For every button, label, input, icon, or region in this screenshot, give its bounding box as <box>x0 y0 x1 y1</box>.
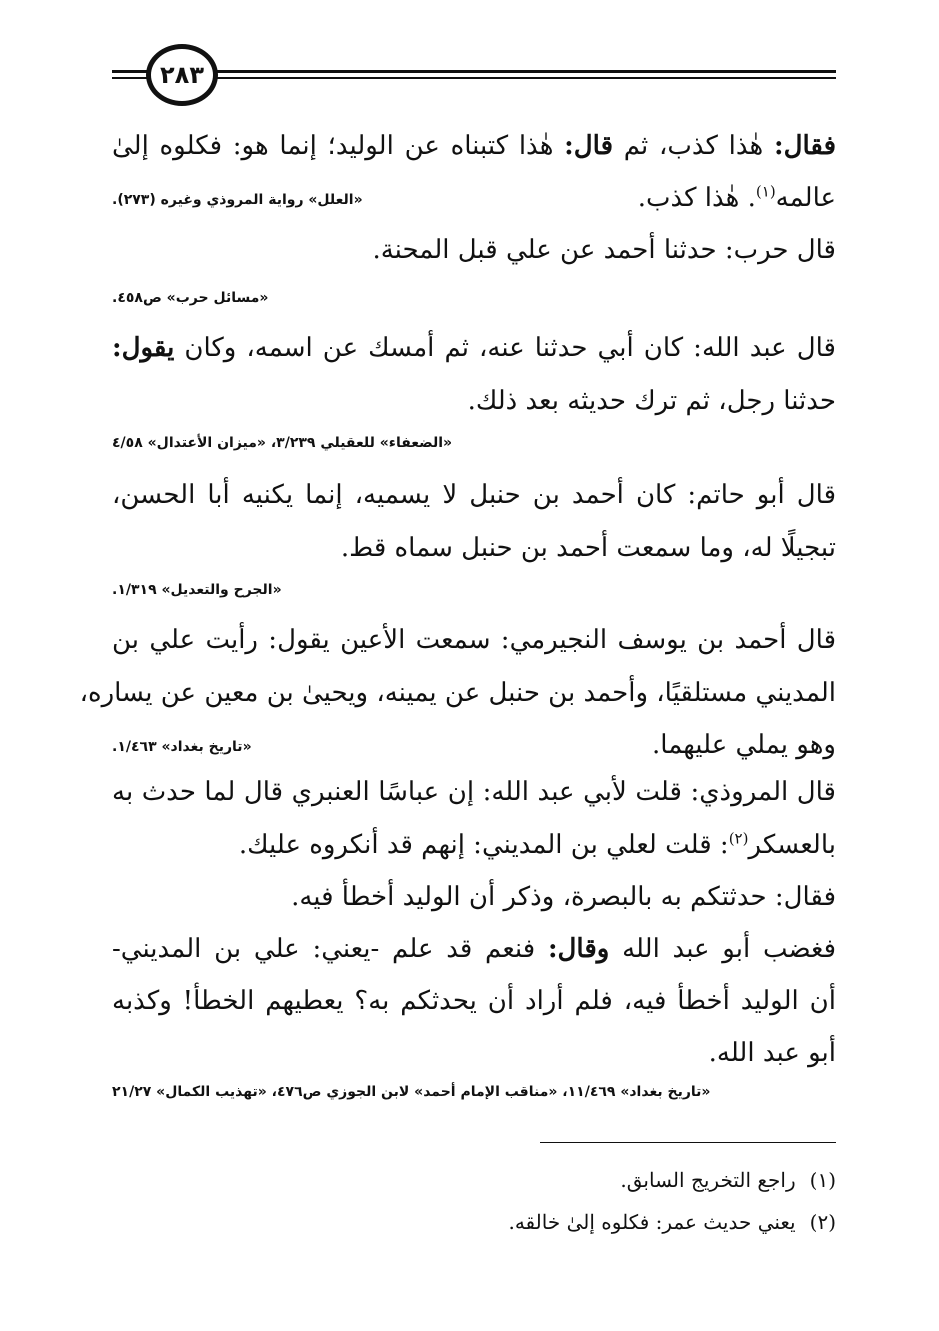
source-citation: «تاريخ بغداد» ١/٤٦٣. <box>112 739 252 755</box>
footnote-number: (١) <box>809 1168 836 1192</box>
text-line <box>638 180 836 216</box>
source-citation: «تاريخ بغداد» ١١/٤٦٩، «مناقب الإمام أحمد» لابن الجوزي ص٤٧٦، «تهذيب الكمال» ٢١/٢٧ <box>112 1084 711 1100</box>
source-citation: «الضعفاء» للعقيلي ٣/٢٣٩، «ميزان الأعتدال» ٤/٥٨ <box>112 435 453 451</box>
text-line: قال المروذي: قلت لأبي عبد الله: إن عباسًا العنبري قال لما حدث به <box>112 777 836 807</box>
source-citation: «مسائل حرب» ص٤٥٨. <box>112 290 269 306</box>
footnote-text: يعني حديث عمر: فكلوه إلىٰ خالقه. <box>508 1210 796 1234</box>
text-line: تبجيلًا له، وما سمعت أحمد بن حنبل سماه قط. <box>340 533 836 563</box>
footnote-ref: (٢) <box>728 829 749 848</box>
page-number: ٢٨٣ <box>146 44 218 106</box>
footnote-item <box>620 1166 836 1194</box>
text-span: . هٰذا كذب. <box>637 183 756 213</box>
footnote-separator <box>540 1142 836 1143</box>
text-line <box>112 128 836 164</box>
speaker-label: وقال: <box>547 934 610 964</box>
header-rule-bottom <box>112 77 836 79</box>
text-line: فقال: حدثتكم به بالبصرة، وذكر أن الوليد أخطأ فيه. <box>291 882 836 912</box>
source-citation: «العلل» رواية المروذي وغيره (٢٧٣). <box>112 192 363 208</box>
text-span: بالعسكر <box>748 830 836 860</box>
text-row-with-source <box>112 727 836 767</box>
speaker-label: يقول: <box>112 333 175 363</box>
header-rule-top <box>112 70 836 73</box>
text-span: هٰذا كذب، ثم <box>613 131 774 161</box>
text-line: حدثنا رجل، ثم ترك حديثه بعد ذلك. <box>467 386 836 416</box>
text-line: قال حرب: حدثنا أحمد عن علي قبل المحنة. <box>372 235 836 265</box>
text-line: المديني مستلقيًا، وأحمد بن حنبل عن يمينه، ويحيىٰ بن معين عن يساره، <box>79 678 836 708</box>
speaker-label: قال: <box>564 131 613 161</box>
text-line <box>239 827 836 863</box>
text-span: : قلت لعلي بن المديني: إنهم قد أنكروه عليك. <box>238 830 729 860</box>
text-line: وهو يملي عليهما. <box>652 730 836 760</box>
text-span: قال عبد الله: كان أبي حدثنا عنه، ثم أمسك عن اسمه، وكان <box>174 333 836 363</box>
footnote-item <box>508 1208 836 1236</box>
text-line: قال أحمد بن يوسف النجيرمي: سمعت الأعين يقول: رأيت علي بن <box>112 625 836 655</box>
text-row-with-source <box>112 180 836 220</box>
text-span: هٰذا كتبناه عن الوليد؛ إنما هو: فكلوه إلىٰ <box>112 131 565 161</box>
text-span: فنعم قد علم -يعني: علي بن المديني- <box>112 934 548 964</box>
source-citation: «الجرح والتعديل» ١/٣١٩. <box>112 582 282 598</box>
footnote-text: راجع التخريج السابق. <box>620 1168 796 1192</box>
speaker-label: فقال: <box>774 131 836 161</box>
footnote-ref: (١) <box>755 182 776 201</box>
text-span: فغضب أبو عبد الله <box>609 934 837 964</box>
text-line: أبو عبد الله. <box>708 1038 836 1068</box>
text-span: عالمه <box>775 183 836 213</box>
text-line <box>112 931 836 967</box>
footnote-number: (٢) <box>809 1210 836 1234</box>
text-line: أن الوليد أخطأ فيه، فلم أراد أن يحدثكم به؟ يعطيهم الخطأ! وكذبه <box>112 986 836 1016</box>
text-line: قال أبو حاتم: كان أحمد بن حنبل لا يسميه، إنما يكنيه أبا الحسن، <box>112 480 836 510</box>
text-line <box>112 330 836 366</box>
